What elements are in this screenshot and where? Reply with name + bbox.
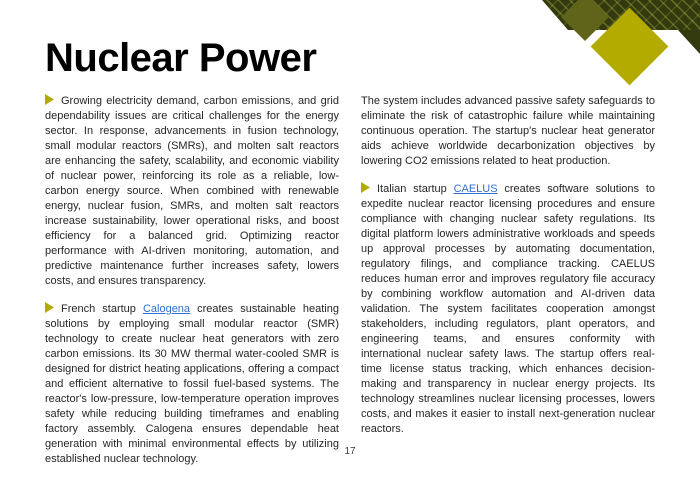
body-text: creates sustainable heating solutions by employing small modular reactor (SMR) technology to create nuclear heat generators with zero carbon emissions. Its 30 MW thermal water-cooled SMR is designed for district heating applications, offering a compact and efficient alternative to fossil fuel-based systems. The reactor's low-pressure, low-temperature operation improves safety while reducing building timeframes and enabling factory assembly. Calogena ensures dependable heat generation with minimal environmental effects by utilizing established nuclear technology.: [45, 303, 339, 465]
body-text: French startup: [61, 303, 143, 315]
paragraph: [45, 302, 339, 467]
body-text: The system includes advanced passive safety safeguards to eliminate the risk of catastrophic failure while maintaining continuous operation. The startup's nuclear heat generator aids achieve worldwide decarbonization objectives by lowering CO2 emissions related to heat production.: [361, 95, 655, 167]
content-columns: [0, 94, 700, 480]
paragraph: [361, 94, 655, 169]
body-text: Growing electricity demand, carbon emissions, and grid dependability issues are critical challenges for the energy sector. In response, advancements in fusion technology, small modular reactors (SMRs), and molten salt reactors are enhancing the safety, scalability, and economic viability of nuclear power, reinforcing its role as a reliable, low-carbon energy source. When combined with renewable energy, nuclear fusion, SMRs, and molten salt reactors increase sustainability, lower operational risks, and boost efficiency for a balanced grid. Optimizing reactor performance with AI-driven monitoring, automation, and predictive maintenance further increases safety, lowers costs, and ensures transparency.: [45, 95, 339, 287]
body-text: creates software solutions to expedite nuclear reactor licensing procedures and ensure compliance with changing nuclear safety regulations. Its digital platform lowers administrative workloads and speeds up approval processes by automating documentation, regulatory filings, and compliance tracking. CAELUS reduces human error and improves regulatory file accuracy by combining workflow automation and AI-driven data validation. The system facilitates cooperation amongst stakeholders, including regulators, plant operators, and engineering teams, and ensures conformity with international nuclear safety laws. The startup offers real-time license status tracking, which enhances decision-making and transparency in nuclear energy projects. Its technology streamlines nuclear licensing processes, lowers costs, and makes it easier to install next-generation nuclear reactors.: [361, 183, 655, 435]
right-column: [361, 94, 655, 480]
bullet-triangle-icon: [45, 302, 54, 313]
paragraph: [45, 94, 339, 289]
page-title: Nuclear Power: [45, 36, 317, 80]
startup-link[interactable]: Calogena: [142, 303, 191, 315]
startup-link[interactable]: CAELUS: [453, 183, 498, 195]
corner-tail-icon: [678, 30, 700, 54]
paragraph: [361, 182, 655, 437]
left-column: [45, 94, 339, 480]
body-text: Italian startup: [377, 183, 454, 195]
bullet-triangle-icon: [45, 94, 54, 105]
page-number: 17: [344, 446, 356, 457]
bullet-triangle-icon: [361, 182, 370, 193]
